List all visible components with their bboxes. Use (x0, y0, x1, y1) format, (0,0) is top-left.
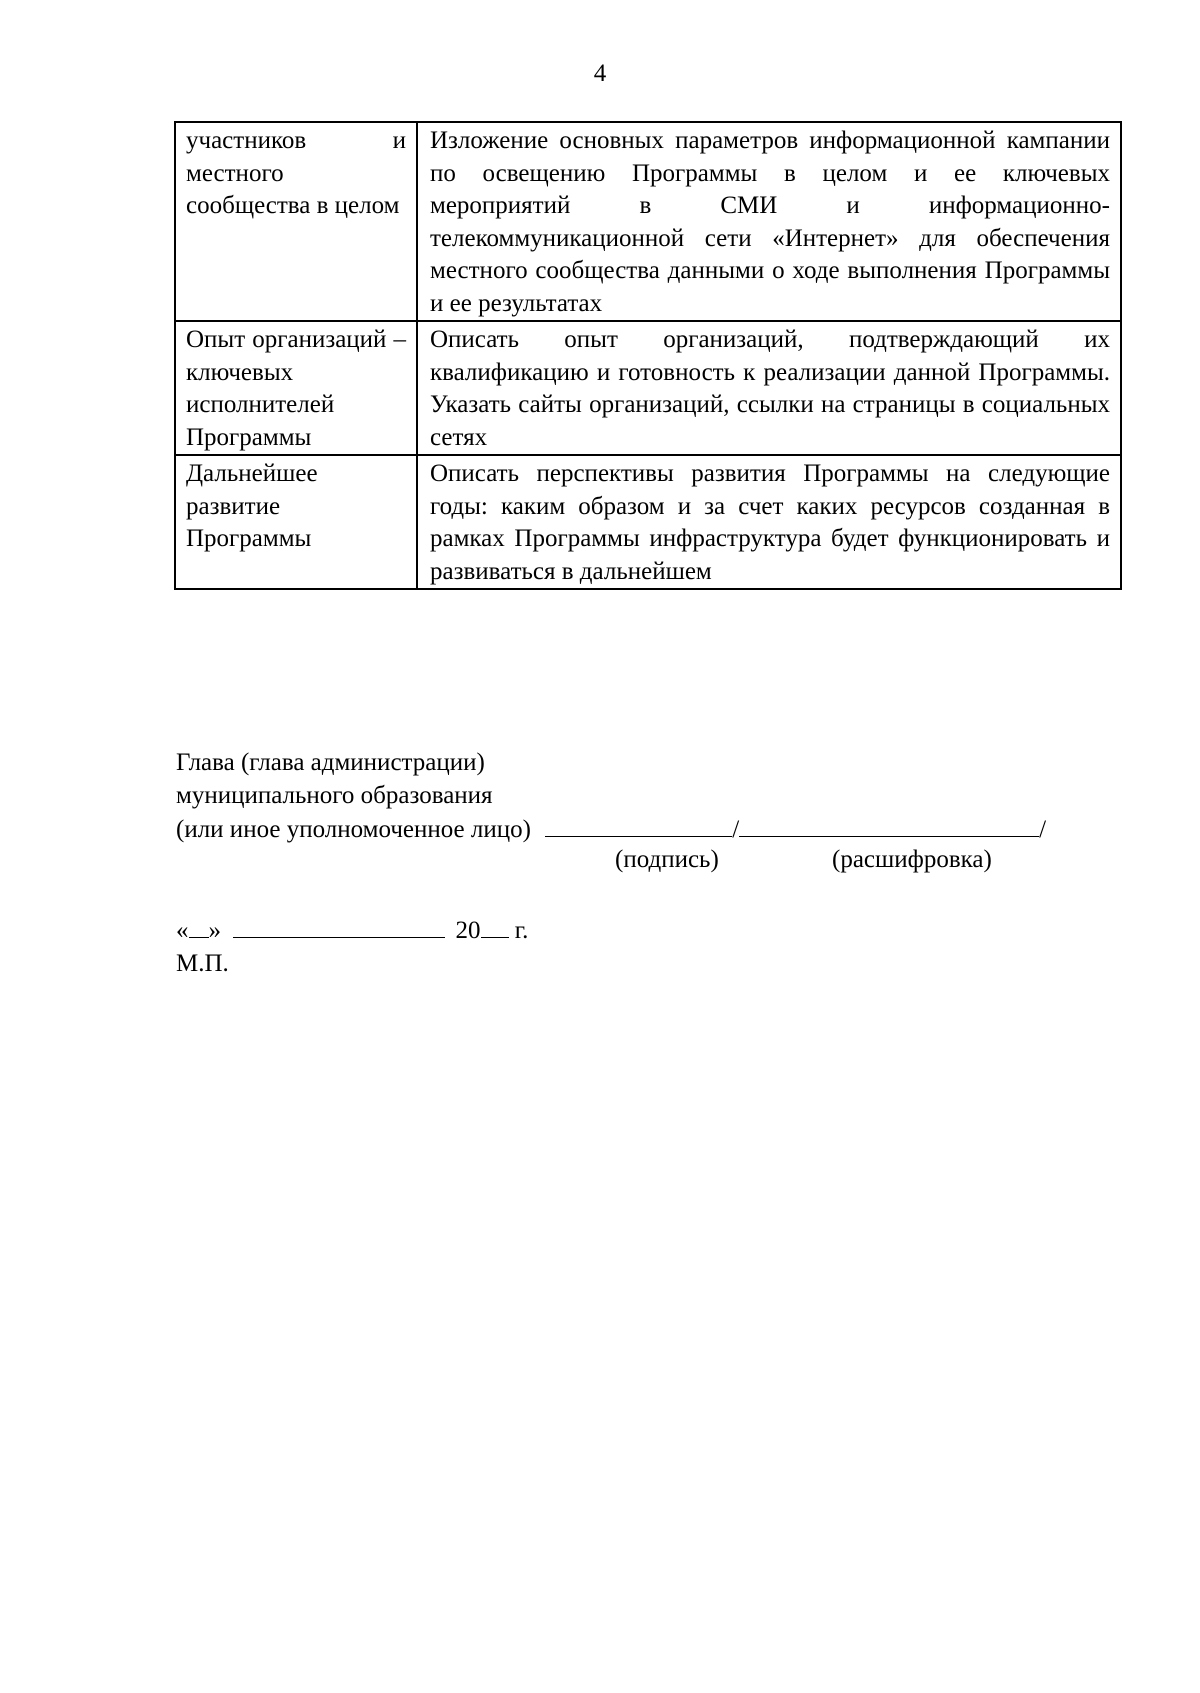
requirements-table (174, 121, 1122, 590)
day-blank (189, 913, 209, 938)
signature-end-slash: / (1039, 816, 1047, 843)
decoding-blank (739, 812, 1039, 837)
row-label: участников и местного сообщества в целом (175, 122, 417, 321)
table-row (175, 321, 1121, 455)
signature-caption: (подпись) (615, 846, 719, 873)
date-block (176, 913, 528, 980)
year-blank (481, 913, 509, 938)
signer-title-line-2: муниципального образования (176, 782, 493, 809)
row-description: Описать опыт организаций, подтверждающий их квалификацию и готовность к реализации данной Программы. Указать сайты организаций, ссылки на страницы в социальных сетях (417, 321, 1121, 455)
signature-separator: / (732, 816, 740, 843)
year-prefix: 20 (455, 917, 481, 944)
table-row (175, 455, 1121, 589)
stamp-label: М.П. (176, 950, 229, 977)
signer-title-line-3 (176, 812, 1046, 846)
row-description: Описать перспективы развития Программы на следующие годы: каким образом и за счет каких ресурсов созданная в рамках Программы инфраструктура будет функционировать и развиваться в дальнейшем (417, 455, 1121, 589)
date-line (176, 913, 528, 947)
year-suffix: г. (514, 917, 529, 944)
page-number: 4 (593, 60, 607, 87)
signature-block (176, 746, 1046, 846)
signer-title-text: (или иное уполномоченное лицо) (176, 816, 531, 843)
signer-title-line-1: Глава (глава администрации) (176, 749, 485, 776)
signature-blank (545, 812, 732, 837)
decoding-caption: (расшифровка) (832, 846, 992, 873)
table-row (175, 122, 1121, 321)
date-open-quote: « (176, 917, 189, 944)
row-description: Изложение основных параметров информационной кампании по освещению Программы в целом и ее ключевых мероприятий в СМИ и информационно-телекоммуникационной сети «Интернет» для обеспечения местного сообщества данными о ходе выполнения Программы и ее результатах (417, 122, 1121, 321)
month-blank (233, 913, 445, 938)
date-close-quote: » (208, 917, 221, 944)
row-label: Дальнейшее развитие Программы (175, 455, 417, 589)
row-label: Опыт организаций – ключевых исполнителей Программы (175, 321, 417, 455)
